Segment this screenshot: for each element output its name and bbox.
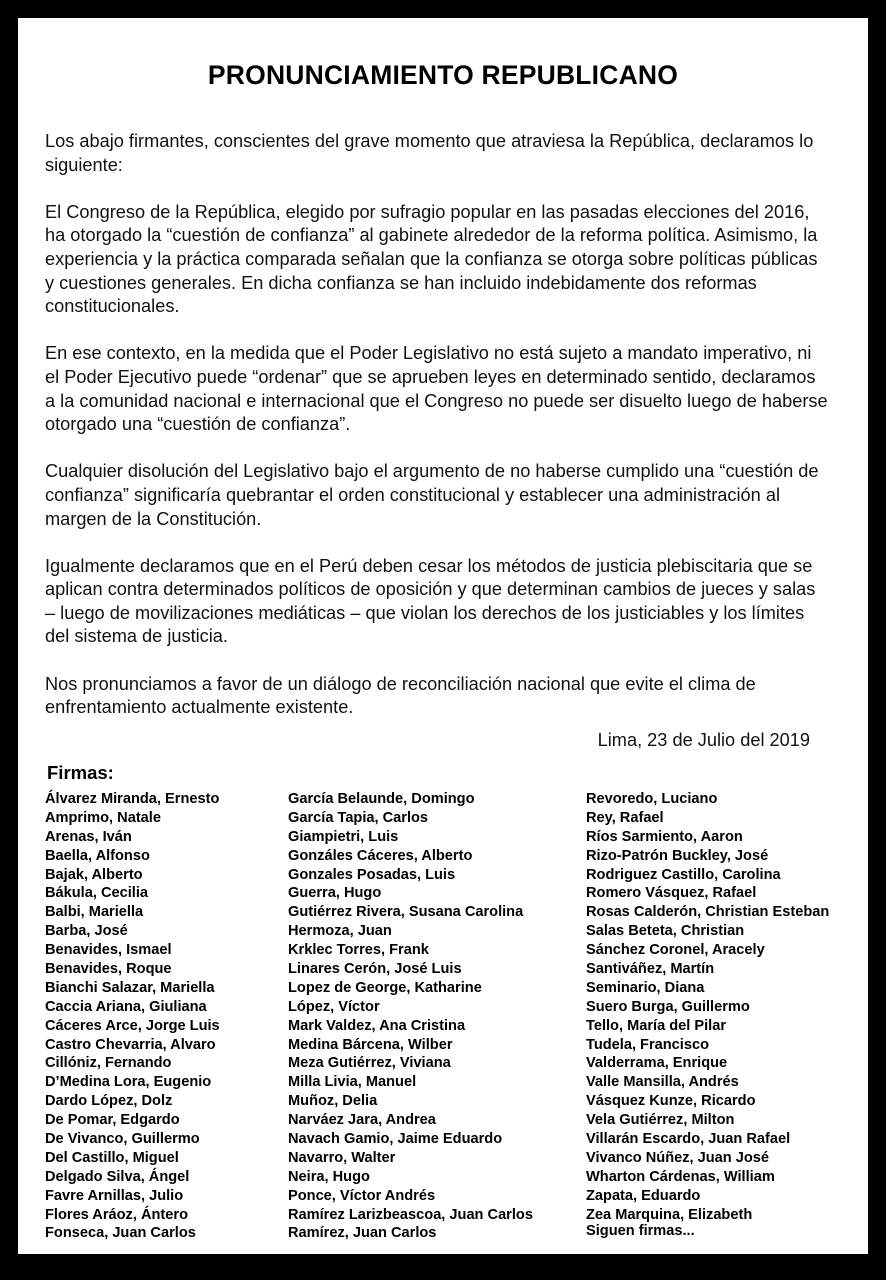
signature-name: De Pomar, Edgardo xyxy=(45,1112,180,1129)
signature-name: Caccia Ariana, Giuliana xyxy=(45,998,207,1015)
signature-name: Muñoz, Delia xyxy=(288,1093,378,1110)
document-page xyxy=(18,18,868,1254)
signature-name: Valderrama, Enrique xyxy=(586,1055,728,1072)
signatures-heading: Firmas: xyxy=(47,762,114,783)
more-signatures-note: Siguen firmas... xyxy=(586,1223,695,1239)
paragraph: En ese contexto, en la medida que el Poder Legislativo no está sujeto a mandato imperativo, ni el Poder Ejecutivo puede “ordenar” que se aprueben leyes en determinado sentido, declaramos a la comunidad nacional e internacional que el Congreso no puede ser disuelto luego de haberse otorgado una “cuestión de confianza”. xyxy=(45,343,828,435)
signature-name: Medina Bárcena, Wilber xyxy=(288,1036,453,1053)
signature-name: Gutiérrez Rivera, Susana Carolina xyxy=(288,904,524,921)
signature-name: Gonzáles Cáceres, Alberto xyxy=(288,847,473,864)
signature-name: Santiváñez, Martín xyxy=(586,961,715,978)
signature-name: Zapata, Eduardo xyxy=(586,1187,701,1204)
signature-name: Vivanco Núñez, Juan José xyxy=(586,1149,770,1166)
signature-name: Valle Mansilla, Andrés xyxy=(586,1074,739,1091)
document-body xyxy=(45,130,829,743)
signature-name: Neira, Hugo xyxy=(288,1168,370,1185)
signature-name: Sánchez Coronel, Aracely xyxy=(586,942,765,959)
signature-name: Dardo López, Dolz xyxy=(45,1093,173,1110)
signature-name: Benavides, Roque xyxy=(45,961,172,978)
signature-name: Barba, José xyxy=(45,923,128,940)
signature-name: Revoredo, Luciano xyxy=(586,791,718,807)
signature-name: Villarán Escardo, Juan Rafael xyxy=(586,1131,791,1148)
signature-name: Lopez de George, Katharine xyxy=(288,979,482,996)
signature-name: Delgado Silva, Ángel xyxy=(45,1168,190,1185)
signature-name: Benavides, Ismael xyxy=(45,942,172,959)
signature-name: Seminario, Diana xyxy=(586,979,705,996)
signature-name: Mark Valdez, Ana Cristina xyxy=(288,1017,466,1034)
signatures-column-2 xyxy=(288,790,533,1243)
signature-name: Suero Burga, Guillermo xyxy=(586,998,750,1015)
paragraph: Igualmente declaramos que en el Perú deben cesar los métodos de justicia plebiscitaria que se aplican contra determinados políticos de oposición y que determinan cambios de jueces y salas – luego de movilizaciones mediáticas – que violan los derechos de los justiciables y los límites del sistema de justicia. xyxy=(45,555,816,647)
signature-name: Tello, María del Pilar xyxy=(586,1017,727,1034)
signature-name: Linares Cerón, José Luis xyxy=(288,961,462,978)
signature-name: Rosas Calderón, Christian Esteban xyxy=(586,904,830,921)
signature-name: Zea Marquina, Elizabeth xyxy=(586,1206,753,1223)
signature-name: López, Víctor xyxy=(288,998,380,1015)
signature-name: Gonzales Posadas, Luis xyxy=(288,866,456,883)
signature-name: D’Medina Lora, Eugenio xyxy=(45,1074,212,1091)
signature-name: Castro Chevarria, Alvaro xyxy=(45,1036,216,1053)
signature-name: Wharton Cárdenas, William xyxy=(586,1168,775,1185)
signature-name: Ríos Sarmiento, Aaron xyxy=(586,828,743,845)
signature-name: Ramírez Larizbeascoa, Juan Carlos xyxy=(288,1206,533,1223)
signature-name: Hermoza, Juan xyxy=(288,923,392,940)
signature-name: Vásquez Kunze, Ricardo xyxy=(586,1093,756,1110)
signature-name: Ponce, Víctor Andrés xyxy=(288,1187,436,1204)
signature-name: Fonseca, Juan Carlos xyxy=(45,1225,196,1242)
signature-name: Bianchi Salazar, Mariella xyxy=(45,979,215,996)
signature-name: García Tapia, Carlos xyxy=(288,809,429,826)
paragraph: Nos pronunciamos a favor de un diálogo de reconciliación nacional que evite el clima de enfrentamiento actualmente existente. xyxy=(45,673,756,718)
signature-name: Krklec Torres, Frank xyxy=(288,942,429,959)
signature-name: Rey, Rafael xyxy=(586,809,664,826)
document-date: Lima, 23 de Julio del 2019 xyxy=(597,730,810,750)
signature-name: Bákula, Cecilia xyxy=(45,885,149,902)
paragraph: Los abajo firmantes, conscientes del grave momento que atraviesa la República, declaramos lo siguiente: xyxy=(45,131,814,175)
signature-name: Guerra, Hugo xyxy=(288,885,382,902)
signature-name: Tudela, Francisco xyxy=(586,1036,709,1053)
signature-name: Milla Livia, Manuel xyxy=(288,1074,417,1091)
signature-name: Cáceres Arce, Jorge Luis xyxy=(45,1017,220,1034)
signature-name: Navarro, Walter xyxy=(288,1149,396,1166)
signature-name: Del Castillo, Miguel xyxy=(45,1149,179,1166)
signature-name: Balbi, Mariella xyxy=(45,904,144,921)
signature-name: Vela Gutiérrez, Milton xyxy=(586,1112,735,1129)
signature-name: Navach Gamio, Jaime Eduardo xyxy=(288,1131,503,1148)
signature-name: Flores Aráoz, Ántero xyxy=(45,1206,188,1223)
signature-name: Meza Gutiérrez, Viviana xyxy=(288,1055,451,1072)
signature-name: De Vivanco, Guillermo xyxy=(45,1131,200,1148)
signature-name: Salas Beteta, Christian xyxy=(586,923,745,940)
signature-name: Rizo-Patrón Buckley, José xyxy=(586,847,769,864)
signatures-column-1 xyxy=(45,790,220,1243)
signature-name: Favre Arnillas, Julio xyxy=(45,1187,184,1204)
document-title: PRONUNCIAMIENTO REPUBLICANO xyxy=(207,60,679,90)
signature-name: Baella, Alfonso xyxy=(45,847,150,864)
paragraph: Cualquier disolución del Legislativo bajo el argumento de no haberse cumplido una “cuestión de confianza” significaría quebrantar el orden constitucional y establecer una administración al margen de la Constitución. xyxy=(45,461,819,529)
signature-name: Narváez Jara, Andrea xyxy=(288,1112,436,1129)
signature-name: Giampietri, Luis xyxy=(288,828,399,845)
signature-name: Arenas, Iván xyxy=(45,828,132,845)
signature-name: Rodriguez Castillo, Carolina xyxy=(586,866,781,883)
signature-name: Amprimo, Natale xyxy=(45,809,161,826)
signature-name: García Belaunde, Domingo xyxy=(288,791,475,807)
signature-name: Cillóniz, Fernando xyxy=(45,1055,172,1072)
paragraph: El Congreso de la República, elegido por sufragio popular en las pasadas elecciones del 2016, ha otorgado la “cuestión de confianza” al gabinete alrededor de la reforma política. Asimismo, la experiencia y la práctica comparada señalan que la confianza se otorga sobre políticas públicas y cuestiones generales. En dicha confianza se han incluido indebidamente dos reformas constitucionales. xyxy=(45,201,818,317)
signature-name: Romero Vásquez, Rafael xyxy=(586,885,757,902)
signatures-column-3 xyxy=(586,790,829,1224)
signature-name: Bajak, Alberto xyxy=(45,866,143,883)
signature-name: Ramírez, Juan Carlos xyxy=(288,1225,437,1242)
signature-name: Álvarez Miranda, Ernesto xyxy=(45,791,220,807)
